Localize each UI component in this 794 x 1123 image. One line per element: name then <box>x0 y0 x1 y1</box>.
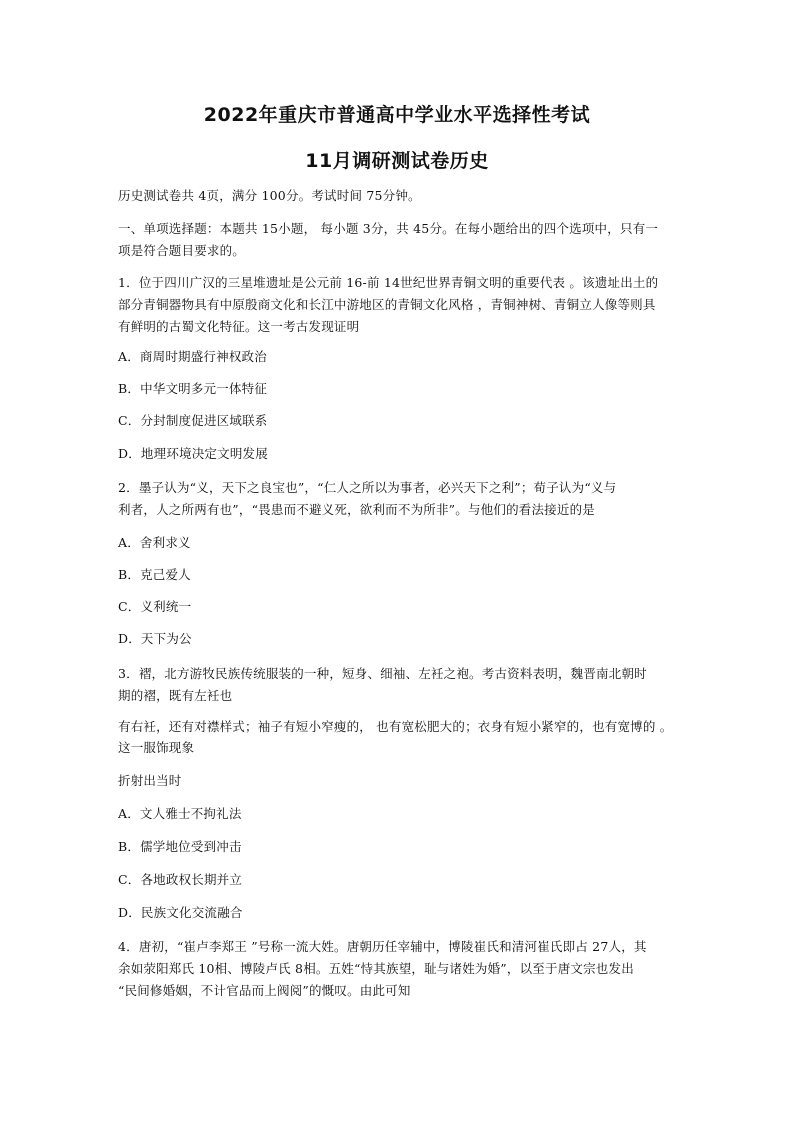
question-3-line1: 3．褶，北方游牧民族传统服装的一种，短身、细袖、左衽之袍。考古资料表明，魏晋南北朝时 <box>118 666 647 681</box>
question-4-line1: 4．唐初，“崔卢李郑王 ”号称一流大姓。唐朝历任宰辅中，博陵崔氏和清河崔氏即占 27人，其 <box>118 939 647 954</box>
page-title: 2022年重庆市普通高中学业水平选择性考试 <box>203 104 591 126</box>
question-3-line4: 这一服饰现象 <box>118 740 195 755</box>
section-instruction-line2: 项是符合题目要求的。 <box>118 243 246 258</box>
question-1-option-a: A．商周时期盛行神权政治 <box>118 349 267 364</box>
question-3-line2: 期的褶，既有左衽也 <box>118 688 233 703</box>
question-3-option-b: B．儒学地位受到冲击 <box>118 839 242 854</box>
question-3-line5: 折射出当时 <box>118 773 182 788</box>
question-3-option-c: C．各地政权长期并立 <box>118 872 243 887</box>
question-4-line3: “民间修婚姻，不计官品而上阀阅”的慨叹。由此可知 <box>118 983 411 998</box>
question-1-option-d: D．地理环境决定文明发展 <box>118 446 268 461</box>
question-2-line2: 利者，人之所两有也”，“畏患而不避义死，欲利而不为所非”。与他们的看法接近的是 <box>118 502 595 517</box>
question-1-line3: 有鲜明的古蜀文化特征。这一考古发现证明 <box>118 319 360 334</box>
question-1-line2: 部分青铜器物具有中原殷商文化和长江中游地区的青铜文化风格 ，青铜神树、青铜立人像等则具 <box>118 297 656 312</box>
question-2-option-c: C．义利统一 <box>118 599 192 614</box>
question-2-line1: 2．墨子认为“义，天下之良宝也”，“仁人之所以为事者，必兴天下之利”；荀子认为“义与 <box>118 480 617 495</box>
page-subtitle: 11月调研测试卷历史 <box>305 150 489 172</box>
question-3-line3: 有右衽，还有对襟样式；袖子有短小窄瘦的， 也有宽松肥大的；衣身有短小紧窄的，也有宽博的 。 <box>118 719 673 734</box>
question-2-option-d: D．天下为公 <box>118 631 192 646</box>
intro-text: 历史测试卷共 4页，满分 100分。考试时间 75分钟。 <box>118 188 421 203</box>
question-1-option-c: C．分封制度促进区域联系 <box>118 413 268 428</box>
question-3-option-a: A．文人雅士不拘礼法 <box>118 806 242 821</box>
question-2-option-b: B．克己爱人 <box>118 567 191 582</box>
question-2-option-a: A．舍利求义 <box>118 535 191 550</box>
question-1-line1: 1．位于四川广汉的三星堆遗址是公元前 16-前 14世纪世界青铜文明的重要代表 。该遗址出土的 <box>118 275 659 290</box>
question-1-option-b: B．中华文明多元一体特征 <box>118 381 268 396</box>
section-instruction-line1: 一、单项选择题：本题共 15小题， 每小题 3分，共 45分。在每小题给出的四个选项中，只有一 <box>118 221 659 236</box>
question-3-option-d: D．民族文化交流融合 <box>118 905 243 920</box>
question-4-line2: 余如荥阳郑氏 10相、博陵卢氏 8相。五姓“恃其族望，耻与诸姓为婚”，以至于唐文宗也发出 <box>118 961 634 976</box>
